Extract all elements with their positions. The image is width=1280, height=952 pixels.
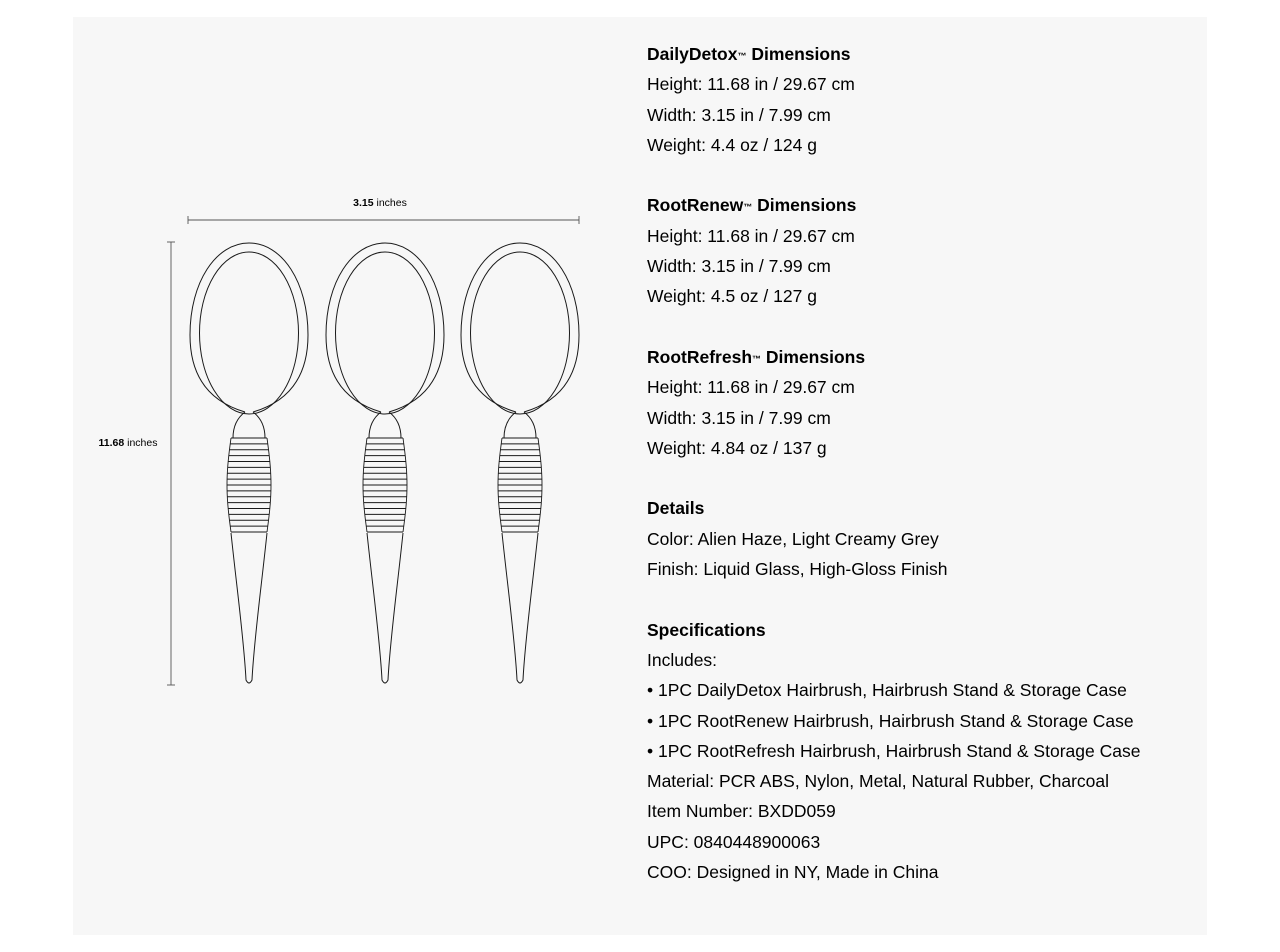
width-spec: Width: 3.15 in / 7.99 cm <box>647 256 831 277</box>
width-dimension-label <box>353 197 407 209</box>
rootrenew-brush-drawing <box>326 243 444 683</box>
dailydetox-dimensions <box>647 39 1207 160</box>
height-dimension-line <box>167 242 175 685</box>
height-value: 11.68 <box>98 437 125 449</box>
details-title: Details <box>647 498 705 519</box>
specifications-panel <box>647 39 1207 887</box>
width-spec: Width: 3.15 in / 7.99 cm <box>647 407 831 428</box>
weight-spec: Weight: 4.4 oz / 124 g <box>647 134 817 155</box>
section-title: RootRefresh™ Dimensions <box>647 346 866 367</box>
height-spec: Height: 11.68 in / 29.67 cm <box>647 225 855 246</box>
rootrenew-dimensions <box>647 190 1207 311</box>
item-number: Item Number: BXDD059 <box>647 801 836 822</box>
includes-item: • 1PC RootRenew Hairbrush, Hairbrush Stand & Storage Case <box>647 710 1134 731</box>
weight-spec: Weight: 4.5 oz / 127 g <box>647 286 817 307</box>
height-spec: Height: 11.68 in / 29.67 cm <box>647 74 855 95</box>
weight-spec: Weight: 4.84 oz / 137 g <box>647 437 827 458</box>
width-spec: Width: 3.15 in / 7.99 cm <box>647 104 831 125</box>
details-section <box>647 493 1207 584</box>
dailydetox-brush-drawing <box>190 243 308 683</box>
rootrefresh-dimensions <box>647 342 1207 463</box>
height-spec: Height: 11.68 in / 29.67 cm <box>647 377 855 398</box>
includes-item: • 1PC RootRefresh Hairbrush, Hairbrush Stand & Storage Case <box>647 740 1141 761</box>
rootrefresh-brush-drawing <box>461 243 579 683</box>
width-dimension-line <box>188 216 579 224</box>
width-unit: inches <box>376 197 407 209</box>
width-value: 3.15 <box>353 197 374 209</box>
height-unit: inches <box>127 437 158 449</box>
specifications-section <box>647 615 1207 888</box>
includes-item: • 1PC DailyDetox Hairbrush, Hairbrush Stand & Storage Case <box>647 680 1127 701</box>
material-spec: Material: PCR ABS, Nylon, Metal, Natural Rubber, Charcoal <box>647 771 1109 792</box>
height-dimension-label <box>99 437 158 449</box>
color-spec: Color: Alien Haze, Light Creamy Grey <box>647 528 939 549</box>
section-title: RootRenew™ Dimensions <box>647 195 857 216</box>
section-title: DailyDetox™ Dimensions <box>647 44 851 64</box>
includes-label: Includes: <box>647 649 718 670</box>
specifications-title: Specifications <box>647 619 766 640</box>
upc-code: UPC: 0840448900063 <box>647 831 821 852</box>
country-of-origin: COO: Designed in NY, Made in China <box>647 862 939 883</box>
finish-spec: Finish: Liquid Glass, High-Gloss Finish <box>647 559 948 580</box>
